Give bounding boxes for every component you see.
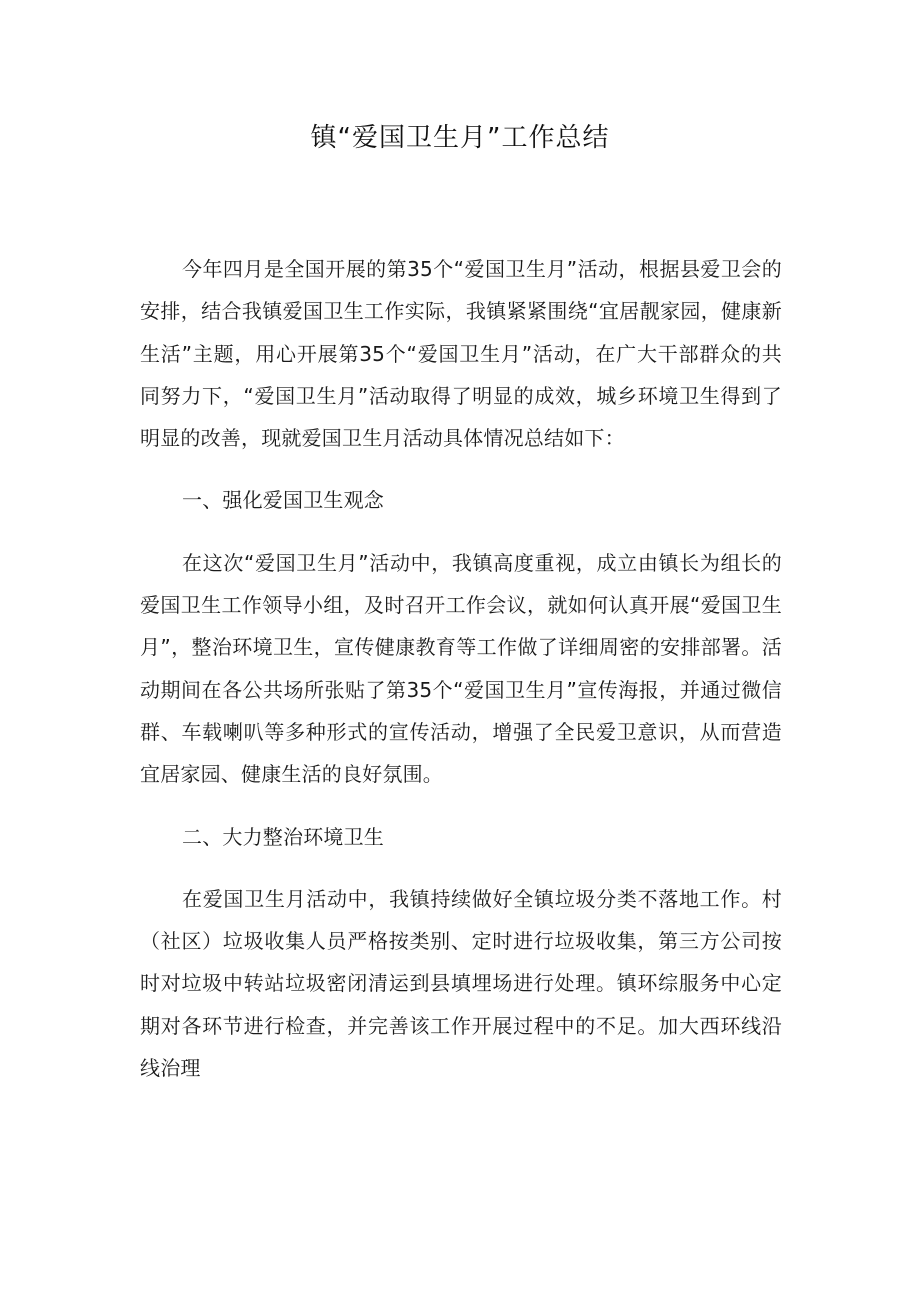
paragraph-gap (140, 796, 782, 816)
paragraph-section-1: 在这次“爱国卫生月”活动中，我镇高度重视，成立由镇长为组长的爱国卫生工作领导小组，及时召开工作会议，就如何认真开展“爱国卫生月”，整治环境卫生，宣传健康教育等工作做了详细周密的安排部署。活动期间在各公共场所张贴了第35个“爱国卫生月”宣传海报，并通过微信群、车载喇叭等多种形式的宣传活动，增强了全民爱卫意识，从而营造宜居家园、健康生活的良好氛围。 (140, 550, 782, 787)
paragraph-gap (140, 459, 782, 479)
document-body (140, 248, 782, 1089)
paragraph-gap (140, 858, 782, 878)
paragraph-intro: 今年四月是全国开展的第35个“爱国卫生月”活动，根据县爱卫会的安排，结合我镇爱国卫生工作实际，我镇紧紧围绕“宜居靓家园，健康新生活”主题，用心开展第35个“爱国卫生月”活动，在广大干部群众的共同努力下，“爱国卫生月”活动取得了明显的成效，城乡环境卫生得到了明显的改善，现就爱国卫生月活动具体情况总结如下： (140, 257, 782, 451)
section-heading-2: 二、大力整治环境卫生 (182, 824, 384, 849)
paragraph-gap (140, 522, 782, 542)
section-heading-1: 一、强化爱国卫生观念 (182, 488, 384, 513)
paragraph-section-2: 在爱国卫生月活动中，我镇持续做好全镇垃圾分类不落地工作。村（社区）垃圾收集人员严格按类别、定时进行垃圾收集，第三方公司按时对垃圾中转站垃圾密闭清运到县填埋场进行处理。镇环综服务中心定期对各环节进行检查，并完善该工作开展过程中的不足。加大西环线沿线治理 (140, 886, 782, 1081)
document-title: 镇“爱国卫生月”工作总结 (310, 123, 610, 153)
